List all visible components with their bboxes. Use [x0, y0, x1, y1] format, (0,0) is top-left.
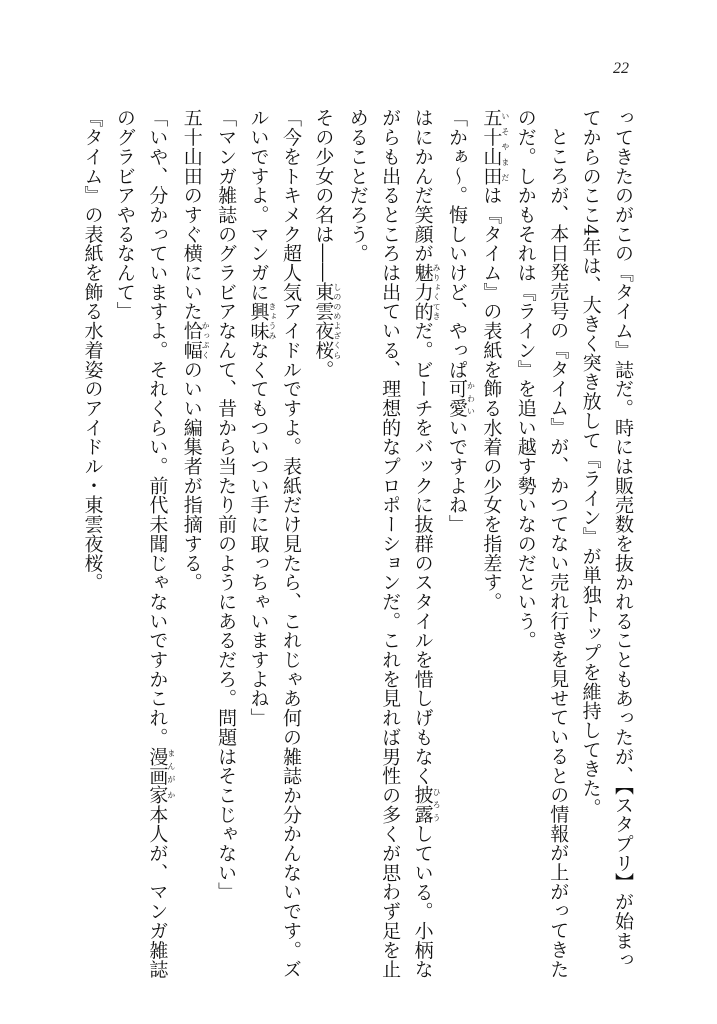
paragraph: 『タイム』の表紙を飾る水着姿のアイドル・東雲夜桜。	[81, 108, 104, 592]
paragraph: その少女の名は――東雲夜桜しののめよざくら。	[312, 108, 342, 379]
furigana: 東雲夜桜しののめよざくら	[312, 282, 342, 360]
dialogue-paragraph: 「マンガ雑誌のグラビアなんて、昔から当たり前のようにあるだろ。問題はそこじゃない」	[215, 108, 238, 902]
paragraph: 五十山田いそやまだは『タイム』の表紙を飾る水着の少女を指差す。	[480, 108, 510, 612]
furigana: 披露ひろう	[411, 785, 442, 824]
dialogue-paragraph: 「いや、分かっていますよ。それくらい。前代未聞じゃないですかこれ。漫画まんが家か本人が、マンガ雑誌のグラビアやるなんて」	[113, 108, 176, 979]
dialogue-paragraph: 「今をトキメク超人気アイドルですよ。表紙だけ見たら、これじゃあ何の雑誌か分かんないです。ズルいですよ。マンガに興味きょうみなくてもついつい手に取っちゃいますよね」	[247, 108, 302, 979]
dialogue-paragraph: 「かぁ〜。悔しいけど、やっぱ可愛かわいいですよね」	[445, 108, 476, 534]
paragraph: はにかんだ笑顔が魅力的みりょくてきだ。ビーチをバックに抜群のスタイルを惜しげもなく披露ひろうしている。小柄ながらも出るところは出ている、理想的なプロポーションだ。これを見れば男性の多くが思わず足を止めることだろう。	[346, 108, 442, 979]
furigana: 魅力的みりょくてき	[411, 262, 442, 321]
vertical-body-text	[79, 108, 639, 988]
furigana: 家か	[146, 785, 176, 805]
furigana: 興味きょうみ	[247, 301, 278, 341]
furigana: 五十山田いそやまだ	[480, 108, 510, 186]
furigana: 恰幅かっぷく	[180, 320, 211, 360]
paragraph: ってきたのがこの『タイム』誌だ。時には販売数を抜かれることもあったが、【スタプリ】が始まってからのここ4年は、大きく突き放して『ライン』が単独トップを維持してきた。	[579, 108, 634, 970]
paragraph: ところが、本日発売号の『タイム』が、かつてない売れ行きを見せているとの情報が上がってきたのだ。しかもそれは『ライン』を追い越す勢いなのだという。	[514, 108, 570, 979]
paragraph: 五十山田のすぐ横にいた恰幅かっぷくのいい編集者が指摘する。	[180, 108, 211, 592]
furigana: 可愛かわい	[445, 378, 476, 418]
page-number: 22	[613, 60, 629, 77]
furigana: 漫画まんが	[146, 746, 176, 786]
